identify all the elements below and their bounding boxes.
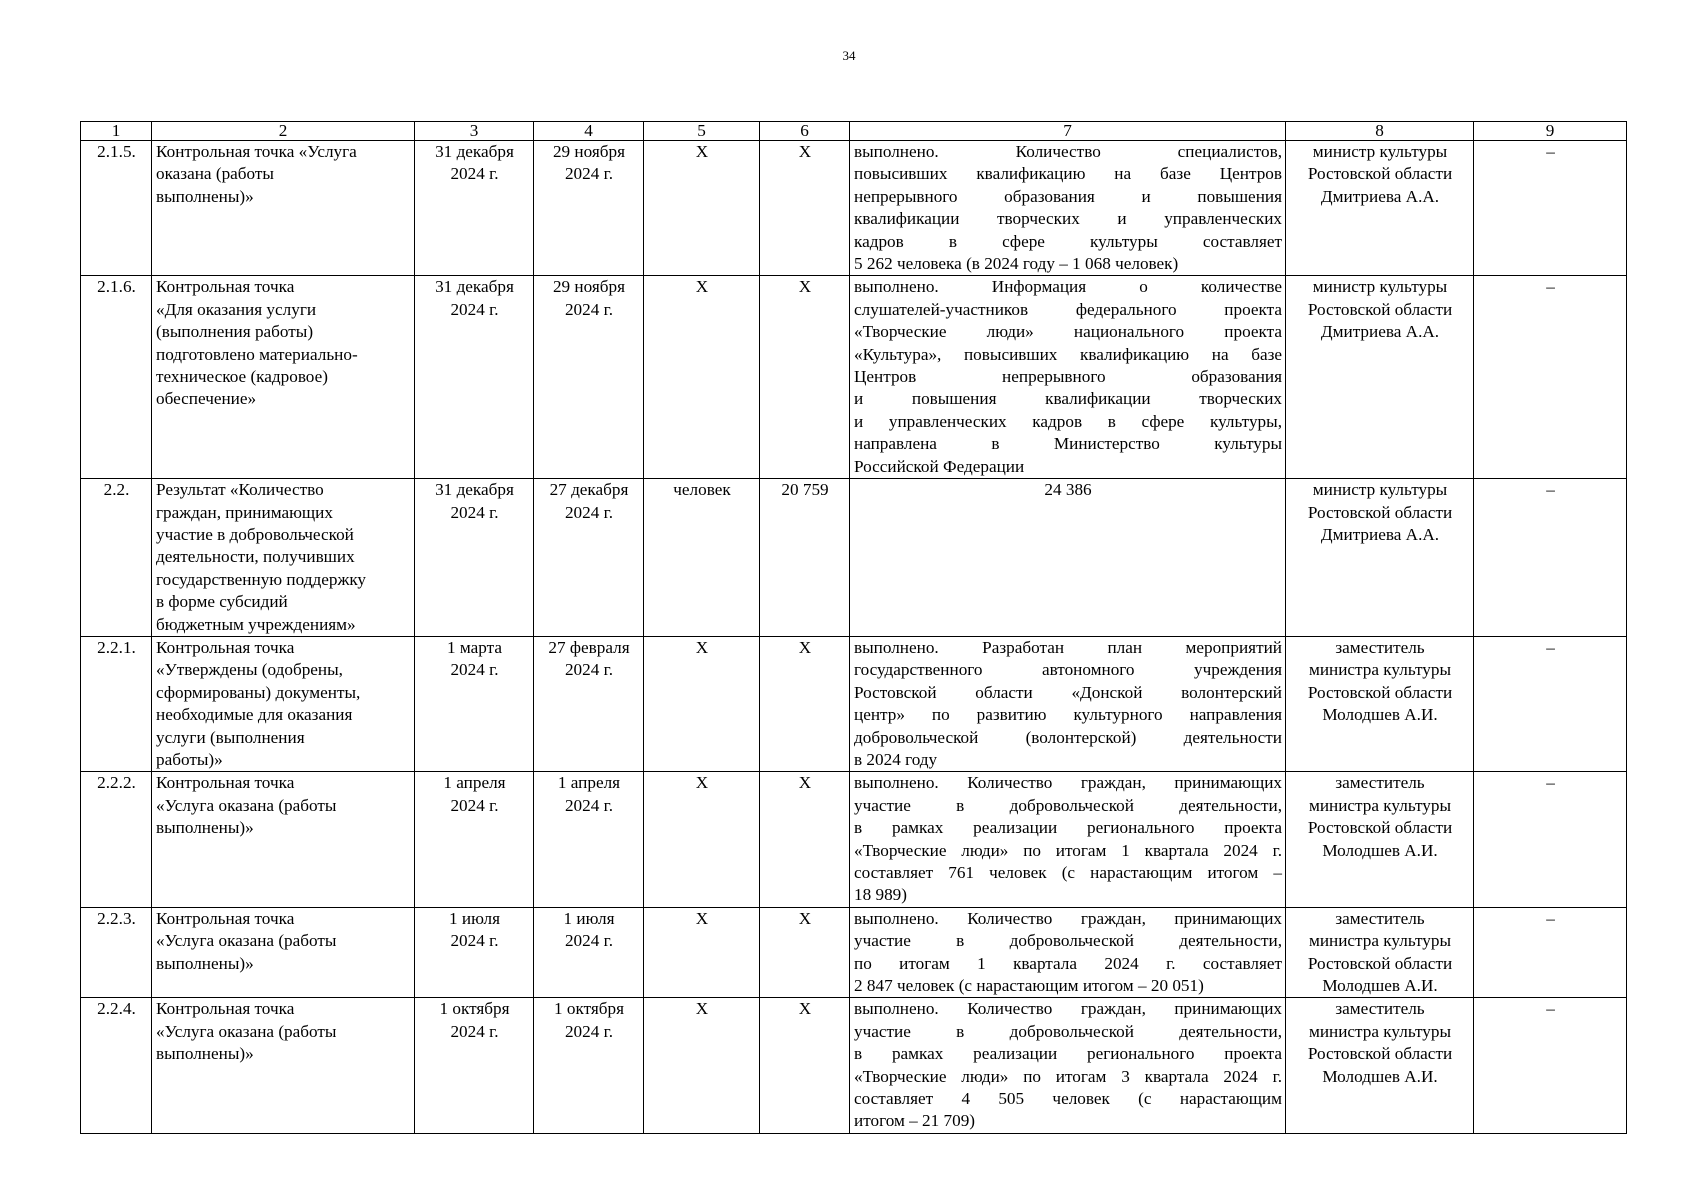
status-line: участие в добровольческой деятельности,: [854, 1021, 1282, 1041]
value-cell: [760, 636, 850, 771]
plan-date-line: 1 апреля: [443, 773, 506, 793]
fact-date-line: 27 декабря: [549, 480, 629, 500]
responsible-cell: [1286, 998, 1474, 1133]
status-line: государственного автономного учреждения: [854, 660, 1282, 680]
unit-cell: [644, 772, 760, 907]
status-line: выполнено. Информация о количестве: [854, 277, 1282, 297]
row-number: 2.2.2.: [97, 773, 136, 793]
row-number: 2.2.1.: [97, 637, 136, 657]
note-value: –: [1546, 277, 1555, 297]
status-line: повысивших квалификацию на базе Центров: [854, 164, 1282, 184]
status-line: «Творческие люди» по итогам 1 квартала 2024 г.: [854, 840, 1282, 860]
name-line: техническое (кадровое): [156, 367, 328, 387]
value-cell: [760, 479, 850, 637]
row-number-cell: [81, 636, 152, 771]
responsible-line: Ростовской области: [1307, 953, 1453, 973]
name-line: Контрольная точка: [156, 999, 295, 1019]
plan-date-line: 31 декабря: [435, 142, 514, 161]
name-line: «Для оказания услуги: [156, 299, 317, 319]
column-header: 9: [1474, 122, 1627, 141]
plan-date-line: 2024 г.: [450, 1021, 499, 1041]
status-line: квалификации творческих и управленческих: [854, 209, 1282, 229]
status-cell: [850, 636, 1286, 771]
responsible-cell: [1286, 636, 1474, 771]
unit-cell: [644, 907, 760, 998]
page-number: 34: [842, 48, 856, 63]
status-line: выполнено. Количество специалистов,: [854, 142, 1282, 161]
name-line: выполнены)»: [156, 1044, 254, 1064]
name-cell: [152, 907, 415, 998]
row-number-cell: [81, 907, 152, 998]
unit-cell: [644, 479, 760, 637]
fact-date-cell: [534, 141, 644, 276]
plan-date-line: 31 декабря: [435, 480, 514, 500]
status-line: «Культура», повысивших квалификацию на базе: [854, 344, 1282, 364]
note-value: –: [1546, 637, 1555, 657]
plan-date-line: 1 октября: [439, 999, 510, 1019]
responsible-line: Молодшев А.И.: [1322, 976, 1438, 996]
status-line: кадров в сфере культуры составляет: [854, 231, 1282, 251]
responsible-line: Ростовской области: [1307, 502, 1453, 522]
unit-value: Х: [695, 142, 709, 161]
fact-date-cell: [534, 636, 644, 771]
responsible-line: Дмитриева А.А.: [1320, 524, 1440, 544]
responsible-line: министр культуры: [1312, 277, 1448, 297]
indicator-value: Х: [798, 142, 812, 161]
plan-date-line: 2024 г.: [450, 660, 499, 680]
responsible-line: Молодшев А.И.: [1322, 1066, 1438, 1086]
name-line: бюджетным учреждениям»: [156, 614, 356, 634]
plan-date-cell: [415, 636, 534, 771]
row-number: 2.2.: [103, 480, 130, 500]
responsible-line: Ростовской области: [1307, 164, 1453, 184]
name-line: участие в добровольческой: [156, 524, 354, 544]
unit-cell: [644, 636, 760, 771]
unit-cell: [644, 141, 760, 276]
column-header: 1: [81, 122, 152, 141]
fact-date-line: 1 октября: [553, 999, 625, 1019]
status-cell: [850, 772, 1286, 907]
responsible-line: заместитель: [1335, 773, 1425, 793]
note-cell: [1474, 141, 1627, 276]
column-header: 7: [850, 122, 1286, 141]
value-cell: [760, 772, 850, 907]
status-line: составляет 761 человек (с нарастающим итогом –: [854, 863, 1282, 882]
responsible-cell: [1286, 141, 1474, 276]
indicator-value: Х: [798, 773, 812, 793]
fact-date-line: 2024 г.: [564, 660, 614, 680]
column-header: 3: [415, 122, 534, 141]
status-line: выполнено. Количество граждан, принимающих: [854, 773, 1282, 793]
column-header: 5: [644, 122, 760, 141]
name-cell: [152, 141, 415, 276]
responsible-cell: [1286, 479, 1474, 637]
fact-date-cell: [534, 907, 644, 998]
note-cell: [1474, 636, 1627, 771]
name-cell: [152, 479, 415, 637]
name-cell: [152, 636, 415, 771]
responsible-line: Молодшев А.И.: [1322, 705, 1438, 725]
note-value: –: [1546, 773, 1555, 793]
status-cell: [850, 276, 1286, 479]
status-line: 5 262 человека (в 2024 году – 1 068 человек): [854, 254, 1179, 274]
column-header: 8: [1286, 122, 1474, 141]
status-line: центр» по развитию культурного направления: [854, 705, 1282, 725]
note-value: –: [1546, 142, 1555, 161]
note-value: –: [1546, 480, 1555, 500]
column-header: 6: [760, 122, 850, 141]
column-header: 4: [534, 122, 644, 141]
report-table: [80, 121, 1627, 1134]
name-line: работы)»: [156, 749, 223, 769]
plan-date-line: 2024 г.: [450, 795, 499, 815]
status-line: выполнено. Количество граждан, принимающих: [854, 999, 1282, 1019]
plan-date-line: 2024 г.: [450, 299, 499, 319]
responsible-line: министр культуры: [1312, 480, 1448, 500]
value-cell: [760, 907, 850, 998]
table-row: [81, 479, 1627, 637]
row-number: 2.1.5.: [97, 142, 136, 161]
name-line: Контрольная точка: [156, 773, 295, 793]
unit-value: Х: [695, 773, 709, 793]
status-line: 18 989): [854, 885, 907, 905]
responsible-cell: [1286, 907, 1474, 998]
row-number-cell: [81, 276, 152, 479]
table-row: [81, 636, 1627, 771]
fact-date-line: 29 ноября: [552, 142, 626, 161]
status-line: составляет 4 505 человек (с нарастающим: [854, 1089, 1282, 1109]
unit-cell: [644, 998, 760, 1133]
plan-date-cell: [415, 479, 534, 637]
responsible-line: министра культуры: [1308, 795, 1452, 815]
column-number-row: [81, 122, 1627, 141]
name-line: «Услуга оказана (работы: [156, 795, 337, 815]
value-cell: [760, 276, 850, 479]
plan-date-line: 2024 г.: [450, 931, 499, 951]
responsible-cell: [1286, 772, 1474, 907]
note-cell: [1474, 998, 1627, 1133]
status-line: участие в добровольческой деятельности,: [854, 931, 1282, 951]
unit-value: Х: [695, 908, 709, 928]
responsible-line: Ростовской области: [1307, 682, 1453, 702]
status-line: 2 847 человек (с нарастающим итогом – 20 051): [854, 976, 1204, 996]
responsible-line: министра культуры: [1308, 1021, 1452, 1041]
row-number-cell: [81, 998, 152, 1133]
fact-date-line: 2024 г.: [564, 795, 614, 815]
status-line: в 2024 году: [854, 749, 938, 769]
plan-date-line: 1 июля: [449, 908, 500, 928]
name-line: деятельности, получивших: [156, 547, 355, 567]
note-cell: [1474, 907, 1627, 998]
responsible-line: заместитель: [1335, 637, 1425, 657]
name-cell: [152, 998, 415, 1133]
indicator-value: Х: [798, 999, 812, 1019]
fact-date-cell: [534, 479, 644, 637]
fact-date-line: 1 апреля: [557, 773, 621, 793]
name-line: Контрольная точка: [156, 637, 295, 657]
value-cell: [760, 998, 850, 1133]
status-line: и повышения квалификации творческих: [854, 389, 1282, 409]
name-line: государственную поддержку: [156, 569, 367, 589]
responsible-line: Ростовской области: [1307, 818, 1453, 838]
name-cell: [152, 772, 415, 907]
name-line: Контрольная точка: [156, 908, 295, 928]
status-line: «Творческие люди» национального проекта: [854, 322, 1282, 342]
fact-date-line: 1 июля: [563, 908, 615, 928]
status-line: и управленческих кадров в сфере культуры,: [854, 411, 1282, 431]
plan-date-cell: [415, 276, 534, 479]
plan-date-line: 2024 г.: [450, 164, 499, 184]
name-line: «Услуга оказана (работы: [156, 931, 337, 951]
fact-date-line: 29 ноября: [552, 277, 626, 297]
name-line: услуги (выполнения: [156, 727, 305, 747]
row-number-cell: [81, 772, 152, 907]
responsible-line: Дмитриева А.А.: [1320, 322, 1440, 342]
name-line: выполнены)»: [156, 818, 254, 838]
fact-date-line: 2024 г.: [564, 931, 614, 951]
name-line: «Услуга оказана (работы: [156, 1021, 337, 1041]
responsible-line: Ростовской области: [1307, 1044, 1453, 1064]
plan-date-line: 31 декабря: [435, 277, 514, 297]
name-line: «Утверждены (одобрены,: [156, 660, 343, 680]
note-cell: [1474, 479, 1627, 637]
status-cell: [850, 907, 1286, 998]
responsible-line: Дмитриева А.А.: [1320, 186, 1440, 206]
responsible-line: министра культуры: [1308, 931, 1452, 951]
fact-date-line: 2024 г.: [564, 502, 614, 522]
status-line: в рамках реализации регионального проекта: [854, 818, 1282, 838]
plan-date-cell: [415, 141, 534, 276]
name-line: необходимые для оказания: [156, 705, 353, 725]
status-cell: [850, 479, 1286, 637]
name-cell: [152, 276, 415, 479]
table-row: [81, 276, 1627, 479]
note-cell: [1474, 276, 1627, 479]
name-line: выполнены)»: [156, 953, 254, 973]
table-row: [81, 141, 1627, 276]
status-line: выполнено. Количество граждан, принимающих: [854, 908, 1282, 928]
responsible-line: заместитель: [1335, 908, 1425, 928]
status-cell: [850, 998, 1286, 1133]
unit-value: Х: [695, 277, 709, 297]
note-cell: [1474, 772, 1627, 907]
name-line: Контрольная точка «Услуга: [156, 142, 357, 161]
table-row: [81, 907, 1627, 998]
indicator-value: 20 759: [781, 480, 829, 500]
plan-date-cell: [415, 998, 534, 1133]
name-line: Результат «Количество: [156, 480, 324, 500]
plan-date-cell: [415, 907, 534, 998]
table-body: [81, 141, 1627, 1134]
status-line: 24 386: [1044, 480, 1092, 500]
indicator-value: Х: [798, 637, 812, 657]
fact-date-line: 2024 г.: [564, 1021, 614, 1041]
row-number: 2.1.6.: [97, 277, 136, 297]
status-line: «Творческие люди» по итогам 3 квартала 2024 г.: [854, 1066, 1282, 1086]
responsible-cell: [1286, 276, 1474, 479]
responsible-line: министр культуры: [1312, 142, 1448, 161]
plan-date-line: 2024 г.: [450, 502, 499, 522]
responsible-line: министра культуры: [1308, 660, 1452, 680]
status-line: выполнено. Разработан план мероприятий: [854, 637, 1282, 657]
note-value: –: [1546, 908, 1555, 928]
plan-date-line: 1 марта: [447, 637, 502, 657]
unit-value: Х: [695, 637, 709, 657]
row-number: 2.2.4.: [97, 999, 136, 1019]
status-line: участие в добровольческой деятельности,: [854, 795, 1282, 815]
responsible-line: Ростовской области: [1307, 299, 1453, 319]
unit-value: человек: [673, 480, 731, 500]
fact-date-line: 2024 г.: [564, 299, 614, 319]
plan-date-cell: [415, 772, 534, 907]
fact-date-line: 2024 г.: [564, 164, 614, 184]
fact-date-cell: [534, 772, 644, 907]
column-header: 2: [152, 122, 415, 141]
name-line: обеспечение»: [156, 389, 257, 409]
responsible-line: Молодшев А.И.: [1322, 840, 1438, 860]
fact-date-cell: [534, 276, 644, 479]
name-line: подготовлено материально-: [156, 344, 358, 364]
status-line: непрерывного образования и повышения: [854, 186, 1282, 206]
name-line: граждан, принимающих: [156, 502, 333, 522]
status-line: Ростовской области «Донской волонтерский: [854, 682, 1282, 702]
name-line: оказана (работы: [156, 164, 274, 184]
indicator-value: Х: [798, 908, 812, 928]
note-value: –: [1546, 999, 1555, 1019]
row-number: 2.2.3.: [97, 908, 136, 928]
status-line: слушателей-участников федерального проекта: [854, 299, 1282, 319]
name-line: выполнены)»: [156, 186, 254, 206]
name-line: сформированы) документы,: [156, 682, 361, 702]
table-row: [81, 772, 1627, 907]
value-cell: [760, 141, 850, 276]
status-line: Российской Федерации: [854, 456, 1025, 476]
name-line: Контрольная точка: [156, 277, 295, 297]
name-line: (выполнения работы): [156, 322, 314, 342]
row-number-cell: [81, 479, 152, 637]
responsible-line: заместитель: [1335, 999, 1425, 1019]
unit-value: Х: [695, 999, 709, 1019]
row-number-cell: [81, 141, 152, 276]
fact-date-cell: [534, 998, 644, 1133]
status-line: итогом – 21 709): [854, 1111, 976, 1131]
indicator-value: Х: [798, 277, 812, 297]
status-line: в рамках реализации регионального проекта: [854, 1044, 1282, 1064]
unit-cell: [644, 276, 760, 479]
status-line: по итогам 1 квартала 2024 г. составляет: [854, 953, 1282, 973]
table-row: [81, 998, 1627, 1133]
status-line: Центров непрерывного образования: [854, 367, 1282, 387]
name-line: в форме субсидий: [156, 592, 288, 612]
status-line: добровольческой (волонтерской) деятельности: [854, 727, 1282, 747]
status-line: направлена в Министерство культуры: [854, 434, 1282, 454]
fact-date-line: 27 февраля: [548, 637, 630, 657]
status-cell: [850, 141, 1286, 276]
